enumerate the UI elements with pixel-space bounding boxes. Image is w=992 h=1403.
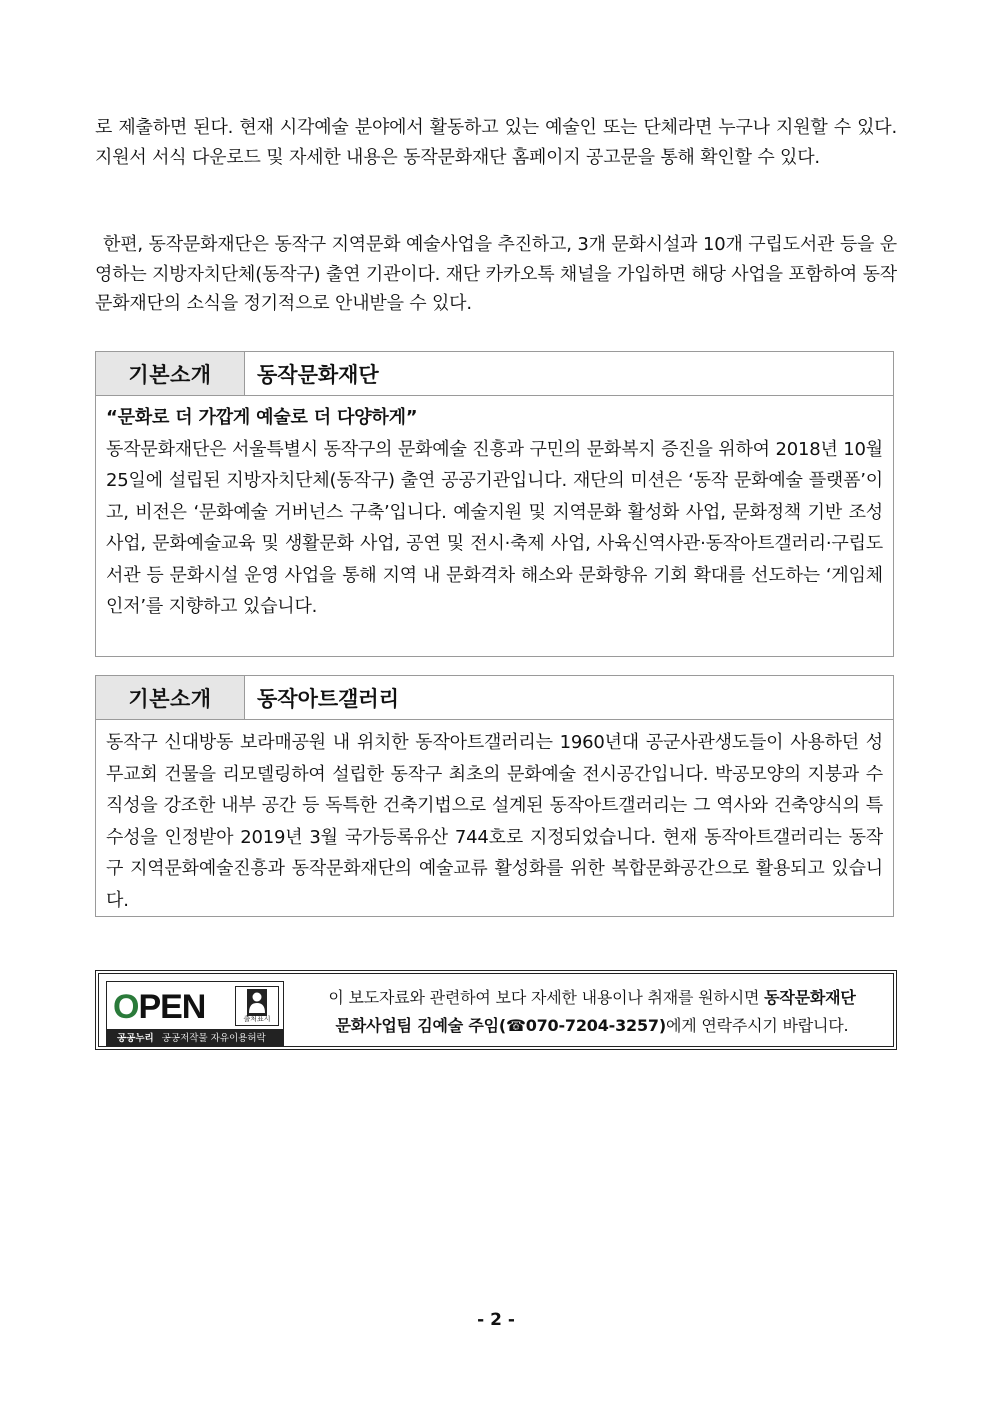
open-logo	[113, 988, 205, 1026]
contact-box-inner	[98, 973, 894, 1047]
intro-box-text: 동작구 신대방동 보라매공원 내 위치한 동작아트갤러리는 1960년대 공군사관생도들이 사용하던 성무교회 건물을 리모델링하여 설립한 동작구 최초의 문화예술 전시공간입니다. 박공모양의 지붕과 수직성을 강조한 내부 공간 등 독특한 건축기법으로 설계된 동작아트갤러리는 그 역사와 건축양식의 특수성을 인정받아 2019년 3월 국가등록유산 744호로 지정되었습니다. 현재 동작아트갤러리는 동작구 지역문화예술진흥과 동작문화재단의 예술교류 활성화를 위한 복합문화공간으로 활용되고 있습니다.	[106, 732, 883, 911]
slogan: “문화로 더 가깝게 예술로 더 다양하게”	[106, 407, 418, 428]
kogl-license-badge	[106, 981, 284, 1046]
license-badge-footer	[107, 1029, 283, 1045]
intro-box-title: 동작문화재단	[257, 362, 379, 387]
intro-box-foundation	[95, 351, 894, 657]
body-paragraph-2: 한편, 동작문화재단은 동작구 지역문화 예술사업을 추진하고, 3개 문화시설과 10개 구립도서관 등을 운영하는 지방자치단체(동작구) 출연 기관이다. 재단 카카오톡 채널을 가입하면 해당 사업을 포함하여 동작문화재단의 소식을 정기적으로 안내받을 수 있다.	[95, 234, 897, 314]
intro-box-body	[96, 396, 893, 623]
intro-box-title: 동작아트갤러리	[257, 686, 400, 711]
intro-box-label: 기본소개	[96, 676, 245, 719]
attribution-label: 출처표시	[243, 1015, 271, 1023]
open-logo-rest: PEN	[138, 988, 206, 1026]
intro-box-label: 기본소개	[96, 352, 245, 395]
contact-box	[95, 970, 897, 1050]
page-number: - 2 -	[477, 1310, 515, 1330]
license-desc: 공공저작물 자유이용허락	[161, 1033, 266, 1044]
open-logo-o: O	[113, 988, 139, 1026]
intro-box-text: 동작문화재단은 서울특별시 동작구의 문화예술 진흥과 구민의 문화복지 증진을 위하여 2018년 10월 25일에 설립된 지방자치단체(동작구) 출연 공공기관입니다. 재단의 미션은 ‘동작 문화예술 플랫폼’이고, 비전은 ‘문화예술 거버넌스 구축’입니다. 예술지원 및 지역문화 활성화 사업, 문화정책 기반 조성사업, 문화예술교육 및 생활문화 사업, 공연 및 전시·축제 사업, 사육신역사관·동작아트갤러리·구립도서관 등 문화시설 운영 사업을 통해 지역 내 문화격차 해소와 문화향유 기회 확대를 선도하는 ‘게임체인저’를 지향하고 있습니다.	[106, 438, 883, 617]
intro-box-header	[96, 676, 893, 720]
license-badge-top	[107, 982, 283, 1030]
intro-box-header	[96, 352, 893, 396]
person-attribution-icon	[235, 986, 279, 1026]
contact-org: 동작문화재단	[764, 988, 856, 1007]
contact-suffix: 에게 연락주시기 바랍니다.	[665, 1016, 849, 1035]
contact-person: 문화사업팀 김예술 주임(☎070-7204-3257)	[335, 1016, 666, 1035]
contact-prefix: 이 보도자료와 관련하여 보다 자세한 내용이나 취재를 원하시면	[328, 988, 765, 1007]
intro-box-body	[96, 720, 893, 916]
contact-text	[297, 984, 887, 1040]
body-paragraph-1: 로 제출하면 된다. 현재 시각예술 분야에서 활동하고 있는 예술인 또는 단체라면 누구나 지원할 수 있다. 지원서 서식 다운로드 및 자세한 내용은 동작문화재단 홈페이지 공고문을 통해 확인할 수 있다.	[95, 117, 897, 168]
intro-box-gallery	[95, 675, 894, 917]
license-name: 공공누리	[117, 1033, 154, 1044]
